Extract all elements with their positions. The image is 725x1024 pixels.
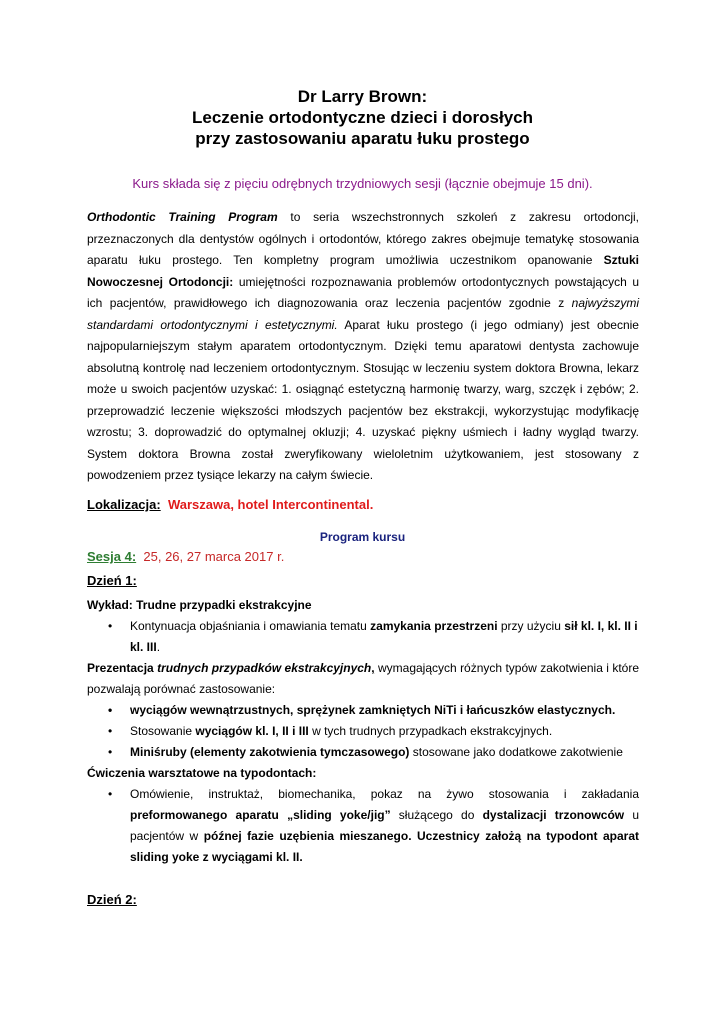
list-item-text: służącego do <box>390 808 483 822</box>
intro-text-2: umiejętności rozpoznawania problemów ortodontycznych powstających u ich pacjentów, prawidłowego ich diagnozowania oraz leczenia pacjentów zgodnie z <box>87 274 640 310</box>
list-item-text: przy użyciu <box>497 619 565 633</box>
list-item-bold: wyciągów kl. I, II i III <box>195 724 309 738</box>
list-item <box>87 784 639 868</box>
session-label: Sesja 4: <box>87 549 137 564</box>
list-item-text: wyciągów wewnątrzustnych, sprężynek zamkniętych NiTi i łańcuszków elastycznych. <box>130 703 616 717</box>
list-item-bold: preformowanego aparatu „sliding yoke/jig” <box>130 808 391 822</box>
list-item-text: u pacjentów w <box>130 808 639 843</box>
list-item-bold: zamykania przestrzeni <box>370 619 498 633</box>
bullet-icon: • <box>108 619 113 633</box>
title-line-3: przy zastosowaniu aparatu łuku prostego <box>195 129 530 148</box>
program-heading: Program kursu <box>319 530 406 544</box>
presentation-paragraph <box>87 658 639 700</box>
list-item <box>87 742 639 763</box>
list-item-text: . <box>156 640 161 654</box>
document-title <box>0 86 725 149</box>
list-item <box>87 616 639 658</box>
day1-heading: Dzień 1: <box>87 573 137 588</box>
intro-text-3: Aparat łuku prostego (i jego odmiany) jest obecnie najpopularniejszym stałym aparatem ortodontycznym. Dzięki temu aparatowi dentysta zachowuje absolutną kontrolę nad leczeniem ortodontycznym. Stosując w leczeniu system doktora Browna, lekarz może u swoich pacjentów uzyskać: 1. osiągnąć estetyczną harmonię twarzy, warg, szczęk i zębów; 2. przeprowadzić leczenie większości młodszych pacjentów bez ekstrakcji, wykorzystując modyfikację wzrostu; 3. doprowadzić do optymalnej okluzji; 4. uzyskać piękny uśmiech i ładny wygląd twarzy. System doktora Browna został zweryfikowany wieloletnim użytkowaniem, jest stosowany z powodzeniem przez tysiące lekarzy na całym świecie. <box>87 317 639 482</box>
intro-italic-phrase: najwyższymi standardami ortodontycznymi i estetycznymi. <box>87 296 639 332</box>
presentation-comma: , <box>371 661 375 675</box>
list-item-bold: Miniśruby (elementy zakotwienia tymczasowego) <box>130 745 410 759</box>
list-item-text: Kontynuacja objaśniania i omawiania tematu <box>130 619 371 633</box>
title-line-2: Leczenie ortodontyczne dzieci i dorosłych <box>191 108 533 127</box>
intro-paragraph <box>87 207 639 487</box>
list-item-bold: sił kl. I, kl. II i kl. III <box>130 619 638 654</box>
day2-heading: Dzień 2: <box>87 892 137 907</box>
list-item-text: Omówienie, instruktaż, biomechanika, pokaz na żywo stosowania i zakładania <box>130 787 639 801</box>
bullet-icon: • <box>108 703 113 717</box>
list-item-text: stosowane jako dodatkowe zakotwienie <box>409 745 623 759</box>
session-dates: 25, 26, 27 marca 2017 r. <box>143 549 285 564</box>
location-line <box>87 497 373 512</box>
workshop-heading: Ćwiczenia warsztatowe na typodontach: <box>87 766 317 780</box>
day1-content <box>87 595 639 868</box>
lecture-heading: Wykład: Trudne przypadki ekstrakcyjne <box>87 598 312 612</box>
list-item <box>87 700 639 721</box>
bullet-icon: • <box>108 745 113 759</box>
title-line-1: Dr Larry Brown: <box>297 87 428 106</box>
list-item-text: w tych trudnych przypadkach ekstrakcyjnych. <box>308 724 553 738</box>
list-item <box>87 721 639 742</box>
session-line <box>87 549 284 564</box>
presentation-topic: trudnych przypadków ekstrakcyjnych <box>157 661 372 675</box>
intro-text-1: to seria wszechstronnych szkoleń z zakresu ortodoncji, przeznaczonych dla dentystów ogólnych i ortodontów, którego zakres obejmuje tematykę stosowania aparatu łuku prostego. Ten kompletny program umożliwia uczestnikom opanowanie <box>87 210 639 267</box>
presentation-label: Prezentacja <box>87 661 158 675</box>
intro-bold-phrase: Sztuki Nowoczesnej Ortodoncji: <box>87 253 639 289</box>
list-item-bold: dystalizacji trzonowców <box>482 808 625 822</box>
list-item-text: Stosowanie <box>130 724 196 738</box>
course-subtitle: Kurs składa się z pięciu odrębnych trzydniowych sesji (łącznie obejmuje 15 dni). <box>132 176 593 191</box>
location-value: Warszawa, hotel Intercontinental. <box>167 497 374 512</box>
list-item-bold: późnej fazie uzębienia mieszanego. Uczestnicy założą na typodont aparat sliding yoke z wyciągami kl. II. <box>130 829 639 864</box>
program-name: Orthodontic Training Program <box>87 210 278 224</box>
bullet-icon: • <box>108 787 113 801</box>
location-label: Lokalizacja: <box>87 497 161 512</box>
presentation-text: wymagających różnych typów zakotwienia i które pozwalają porównać zastosowanie: <box>87 661 639 696</box>
bullet-icon: • <box>108 724 113 738</box>
